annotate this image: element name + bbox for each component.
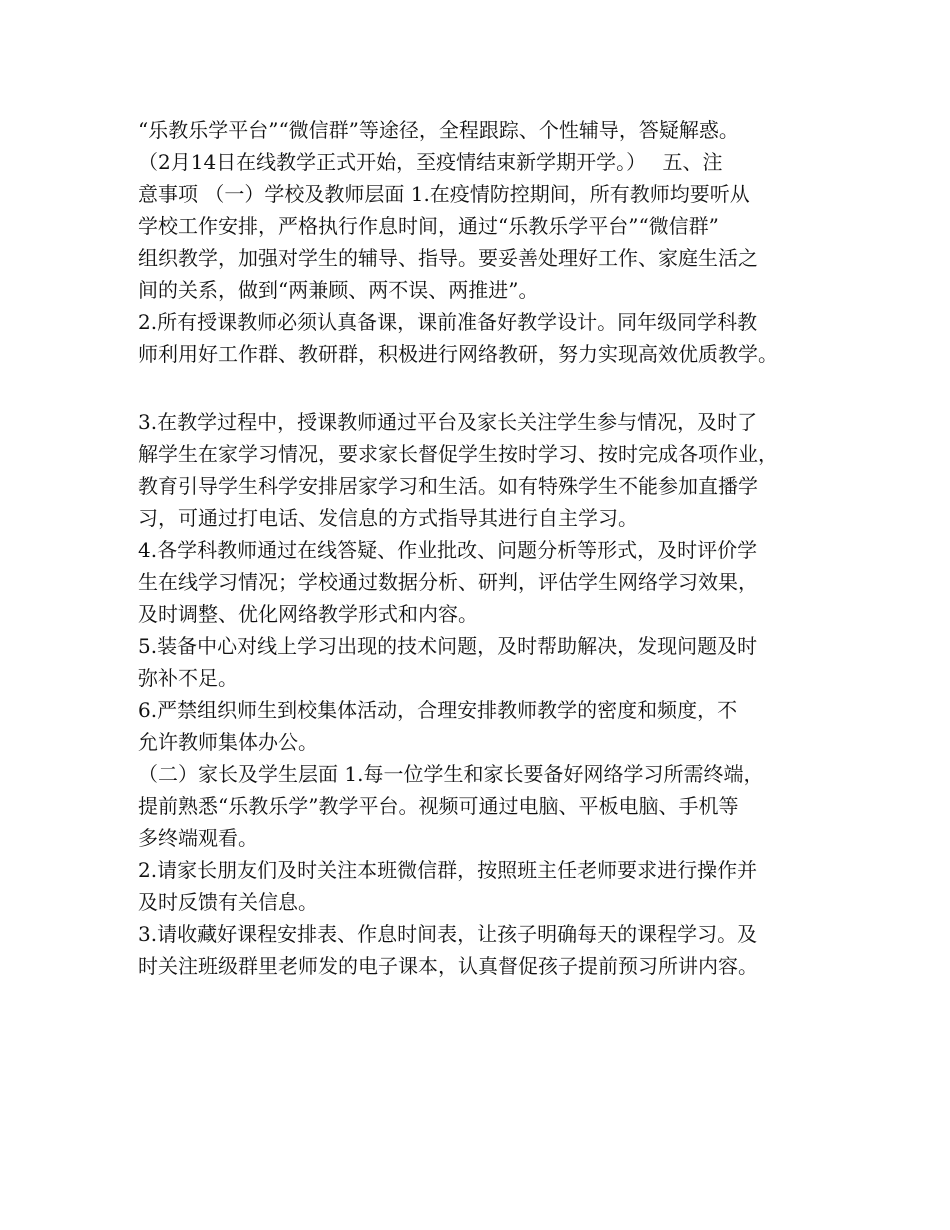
text-line: 及时反馈有关信息。 bbox=[138, 890, 318, 914]
text-line: “乐教乐学平台”“微信群”等途径，全程跟踪、个性辅导，答疑解惑。 bbox=[138, 118, 739, 142]
text-line: （二）家长及学生层面 1.每一位学生和家长要备好网络学习所需终端， bbox=[138, 762, 764, 786]
text-line: 2.所有授课教师必须认真备课，课前准备好教学设计。同年级同学科教 bbox=[138, 310, 758, 334]
text-line: 6.严禁组织师生到校集体活动，合理安排教师教学的密度和频度，不 bbox=[138, 698, 738, 722]
text-line: 弥补不足。 bbox=[138, 666, 238, 690]
text-line: 解学生在家学习情况，要求家长督促学生按时学习、按时完成各项作业， bbox=[138, 442, 778, 466]
text-line: 4.各学科教师通过在线答疑、作业批改、问题分析等形式，及时评价学 bbox=[138, 538, 758, 562]
text-line: 习，可通过打电话、发信息的方式指导其进行自主学习。 bbox=[138, 506, 638, 530]
text-line: 学校工作安排，严格执行作息时间，通过“乐教乐学平台”“微信群” bbox=[138, 214, 719, 238]
text-line: 允许教师集体办公。 bbox=[138, 730, 318, 754]
text-line: 多终端观看。 bbox=[138, 826, 258, 850]
text-line: 教育引导学生科学安排居家学习和生活。如有特殊学生不能参加直播学 bbox=[138, 474, 758, 498]
text-line: 提前熟悉“乐教乐学”教学平台。视频可通过电脑、平板电脑、手机等 bbox=[138, 794, 739, 818]
text-line: 意事项 （一）学校及教师层面 1.在疫情防控期间，所有教师均要听从 bbox=[138, 182, 750, 206]
text-line: 组织教学，加强对学生的辅导、指导。要妥善处理好工作、家庭生活之 bbox=[138, 246, 758, 270]
text-line: 生在线学习情况；学校通过数据分析、研判，评估学生网络学习效果， bbox=[138, 570, 758, 594]
paragraph-gap bbox=[138, 370, 838, 406]
text-line: 及时调整、优化网络教学形式和内容。 bbox=[138, 602, 478, 626]
text-line: 时关注班级群里老师发的电子课本，认真督促孩子提前预习所讲内容。 bbox=[138, 954, 758, 978]
text-line: 3.在教学过程中，授课教师通过平台及家长关注学生参与情况，及时了 bbox=[138, 410, 758, 434]
text-line: 5.装备中心对线上学习出现的技术问题，及时帮助解决，发现问题及时 bbox=[138, 634, 758, 658]
text-line: 间的关系，做到“两兼顾、两不误、两推进”。 bbox=[138, 278, 539, 302]
text-line: （2月14日在线教学正式开始，至疫情结束新学期开学。） 五、注 bbox=[138, 150, 723, 174]
text-line: 3.请收藏好课程安排表、作息时间表，让孩子明确每天的课程学习。及 bbox=[138, 922, 758, 946]
text-line: 师利用好工作群、教研群，积极进行网络教研，努力实现高效优质教学。 bbox=[138, 342, 778, 366]
text-line: 2.请家长朋友们及时关注本班微信群，按照班主任老师要求进行操作并 bbox=[138, 858, 758, 882]
document-body bbox=[138, 114, 838, 982]
